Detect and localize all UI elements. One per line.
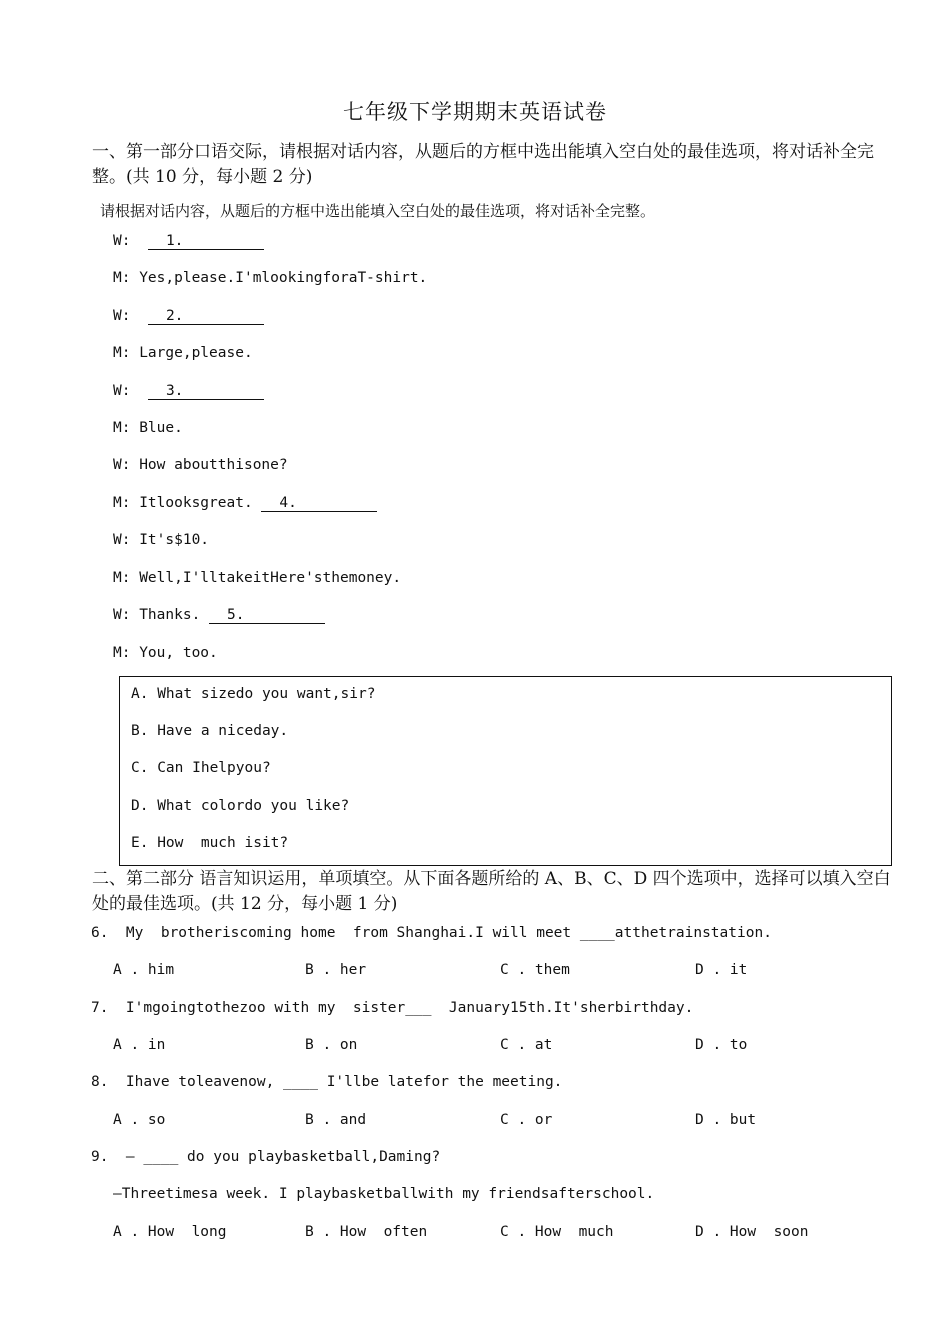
dialogue-line [113,270,427,286]
speaker-label: M: [113,270,140,286]
dialogue-text: Blue. [139,420,183,436]
speaker-label: W: [113,532,140,548]
option-item: A. What sizedo you want,sir? [131,686,376,702]
question-stem: 9. — ____ do you playbasketball,Daming? [91,1149,441,1165]
answer-choice[interactable]: A . How long [113,1224,227,1240]
dialogue-line [113,495,377,512]
answer-blank[interactable]: 2. [148,308,264,325]
dialogue-text: Thanks. [139,607,210,623]
dialogue-line [113,457,288,473]
answer-blank[interactable]: 3. [148,383,264,400]
part1-instruction: 请根据对话内容，从题后的方框中选出能填入空白处的最佳选项，将对话补全完整。 [100,202,656,220]
dialogue-text: Large,please. [139,345,253,361]
dialogue-line [113,570,401,586]
speaker-label: M: [113,495,140,511]
answer-choice[interactable]: D . it [695,962,748,978]
dialogue-text: You, too. [139,645,218,661]
option-item: D. What colordo you like? [131,798,350,814]
dialogue-line [113,308,264,325]
answer-choice[interactable]: D . but [695,1112,757,1128]
speaker-label: W: [113,233,140,249]
answer-choice[interactable]: A . him [113,962,175,978]
answer-choice[interactable]: C . How much [500,1224,614,1240]
part2-heading: 二、第二部分 语言知识运用，单项填空。从下面各题所给的 A、B、C、D 四个选项中，选择可以填入空白处的最佳选项。(共 12 分，每小题 1 分) [92,869,891,914]
dialogue-line [113,383,264,400]
dialogue-text: How aboutthisone? [139,457,288,473]
answer-choice[interactable]: C . at [500,1037,553,1053]
options-box [119,676,892,866]
answer-choice[interactable]: C . them [500,962,570,978]
dialogue-line [113,420,183,436]
answer-choice[interactable]: A . in [113,1037,166,1053]
speaker-label: M: [113,645,140,661]
speaker-label: M: [113,420,140,436]
option-item: E. How much isit? [131,835,289,851]
answer-choice[interactable]: B . on [305,1037,358,1053]
speaker-label: W: [113,308,140,324]
dialogue-line [113,607,325,624]
dialogue-text: It's$10. [139,532,210,548]
part1-heading: 一、第一部分口语交际，请根据对话内容，从题后的方框中选出能填入空白处的最佳选项，将对话补全完整。(共 10 分，每小题 2 分) [92,142,874,187]
answer-choice[interactable]: D . How soon [695,1224,809,1240]
answer-choice[interactable]: A . so [113,1112,166,1128]
dialogue-text: Yes,please.I'mlookingforaT-shirt. [139,270,428,286]
dialogue-line [113,645,218,661]
dialogue-line [113,233,264,250]
speaker-label: M: [113,345,140,361]
answer-blank[interactable]: 5. [209,607,325,624]
answer-blank[interactable]: 4. [261,495,377,512]
dialogue-text: Itlooksgreat. [139,495,262,511]
dialogue-line [113,345,253,361]
dialogue-line [113,532,209,548]
option-item: C. Can Ihelpyou? [131,760,271,776]
question-stem: 8. Ihave toleavenow, ____ I'llbe latefor the meeting. [91,1074,563,1090]
option-item: B. Have a niceday. [131,723,289,739]
answer-choice[interactable]: B . her [305,962,367,978]
answer-choice[interactable]: B . How often [305,1224,428,1240]
question-stem: 7. I'mgoingtothezoo with my sister___ January15th.It'sherbirthday. [91,1000,694,1016]
speaker-label: W: [113,383,140,399]
question-response: —Threetimesa week. I playbasketballwith my friendsafterschool. [113,1186,655,1202]
speaker-label: W: [113,607,140,623]
dialogue-text: Well,I'lltakeitHere'sthemoney. [139,570,402,586]
answer-blank[interactable]: 1. [148,233,264,250]
answer-choice[interactable]: D . to [695,1037,748,1053]
question-stem: 6. My brotheriscoming home from Shanghai.I will meet ____atthetrainstation. [91,925,772,941]
speaker-label: M: [113,570,140,586]
page-title: 七年级下学期期末英语试卷 [343,100,607,124]
answer-choice[interactable]: B . and [305,1112,367,1128]
speaker-label: W: [113,457,140,473]
answer-choice[interactable]: C . or [500,1112,553,1128]
